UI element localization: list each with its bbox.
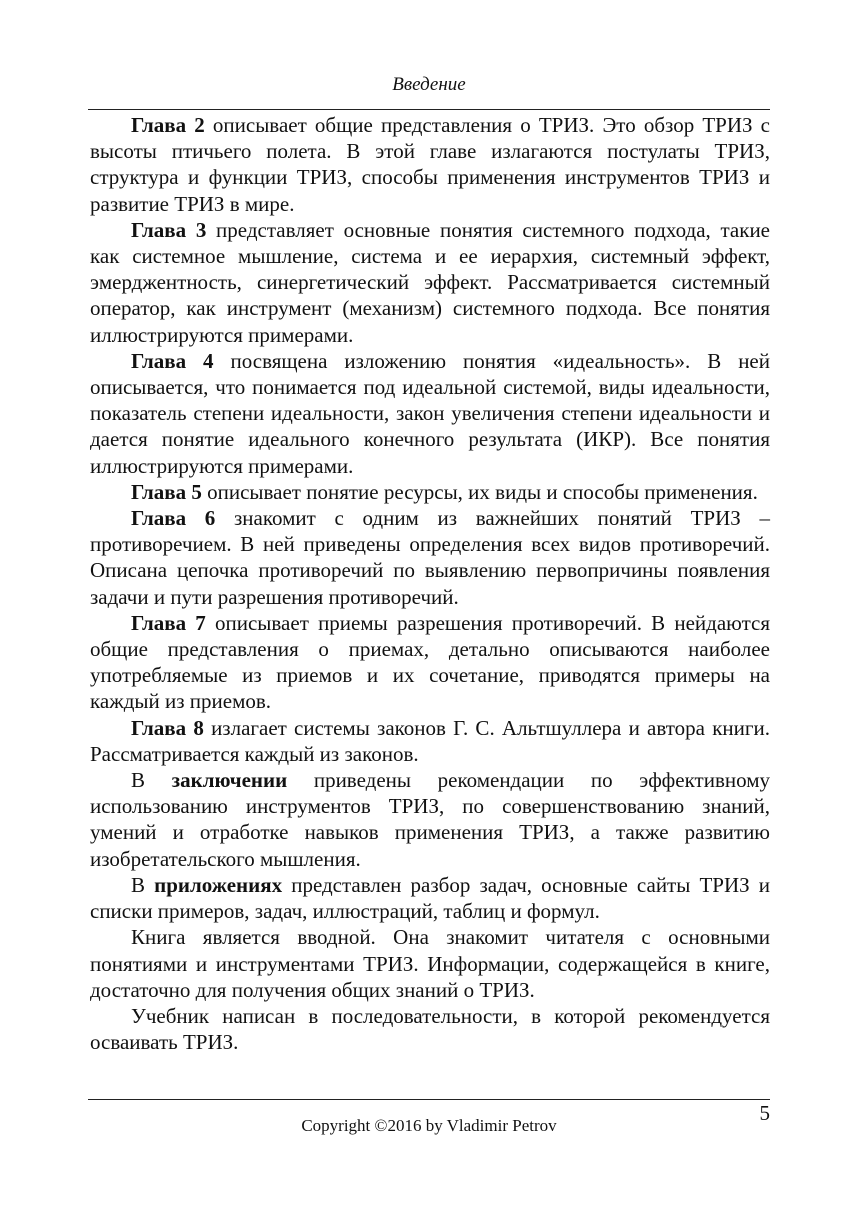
copyright-notice: Copyright ©2016 by Vladimir Petrov [301,1116,557,1135]
paragraph-bold-term: приложениях [154,872,283,897]
paragraph-text: излагает системы законов Г. С. Альтшуллера и автора книги. Рассматривается каждый из законов. [90,715,770,766]
running-header: Введение [392,74,466,95]
paragraph-chapter-4 [90,348,770,479]
paragraph-prefix: В [131,768,172,793]
paragraph-appendices [90,872,770,924]
paragraph-chapter-2 [90,112,770,217]
paragraph-bold-term: Глава 7 [131,610,206,635]
footer-rule [88,1099,770,1100]
paragraph-book-intro [90,924,770,1003]
paragraph-chapter-5 [90,479,770,505]
paragraph-text: представляет основные понятия системного подхода, такие как системное мышление, система и ее иерархия, системный эффект, эмерджентность, синергетический эффект. Рассматривается системный оператор, как инструмент (механизм) системного подхода. Все понятия иллюстрируются примерами. [90,217,771,347]
paragraph-text: представлен разбор задач, основные сайты ТРИЗ и списки примеров, задач, иллюстраций, таблиц и формул. [90,872,770,924]
paragraph-bold-term: Глава 2 [131,113,205,137]
page-number: 5 [759,1101,770,1125]
paragraph-text: Книга является вводной. Она знакомит читателя с основными понятиями и инструментами ТРИЗ. Информации, содержащейся в книге, достаточно для получения общих знаний о ТРИЗ. [90,925,770,1002]
paragraph-text: описывает понятие ресурсы, их виды и способы применения. [201,479,758,504]
paragraph-chapter-3 [90,217,770,348]
paragraph-text: посвящена изложению понятия «идеальность». В ней описывается, что понимается под идеальной системой, виды идеальности, показатель степени идеальности, закон увеличения степени идеальности и дается понятие идеального конечного результата (ИКР). Все понятия иллюстрируются примерами. [90,348,770,478]
paragraph-chapter-6 [90,505,770,610]
paragraph-conclusion [90,767,770,872]
paragraph-bold-term: Глава 3 [131,217,207,242]
paragraph-bold-term: Глава 4 [131,348,214,373]
paragraph-bold-term: заключении [171,768,288,793]
paragraph-bold-term: Глава 6 [131,506,216,531]
paragraph-bold-term: Глава 5 [131,479,202,504]
paragraph-chapter-8 [90,715,770,767]
paragraph-text: описывает приемы разрешения противоречий. В нейдаются общие представления о приемах, детально описываются наиболее употребляемые из приемов и их сочетание, приводятся примеры на каждый из приемов. [90,610,770,714]
body-text [90,112,770,1055]
paragraph-text: описывает общие представления о ТРИЗ. Это обзор ТРИЗ с высоты птичьего полета. В этой главе излагаются постулаты ТРИЗ, структура и функции ТРИЗ, способы применения инструментов ТРИЗ и развитие ТРИЗ в мире. [90,113,770,216]
paragraph-text: знакомит с одним из важнейших понятий ТРИЗ – противоречием. В ней приведены определения всех видов противоречий. Описана цепочка противоречий по выявлению первопричины появления задачи и пути разрешения противоречий. [90,506,770,609]
paragraph-prefix: В [131,872,155,897]
paragraph-sequence [90,1003,770,1055]
header-rule [88,109,770,110]
paragraph-chapter-7 [90,610,770,715]
paragraph-text: приведены рекомендации по эффективному использованию инструментов ТРИЗ, по совершенствованию знаний, умений и отработке навыков применения ТРИЗ, а также развитию изобретательского мышления. [90,768,770,871]
paragraph-text: Учебник написан в последовательности, в которой рекомендуется осваивать ТРИЗ. [90,1003,770,1055]
paragraph-bold-term: Глава 8 [131,715,204,740]
